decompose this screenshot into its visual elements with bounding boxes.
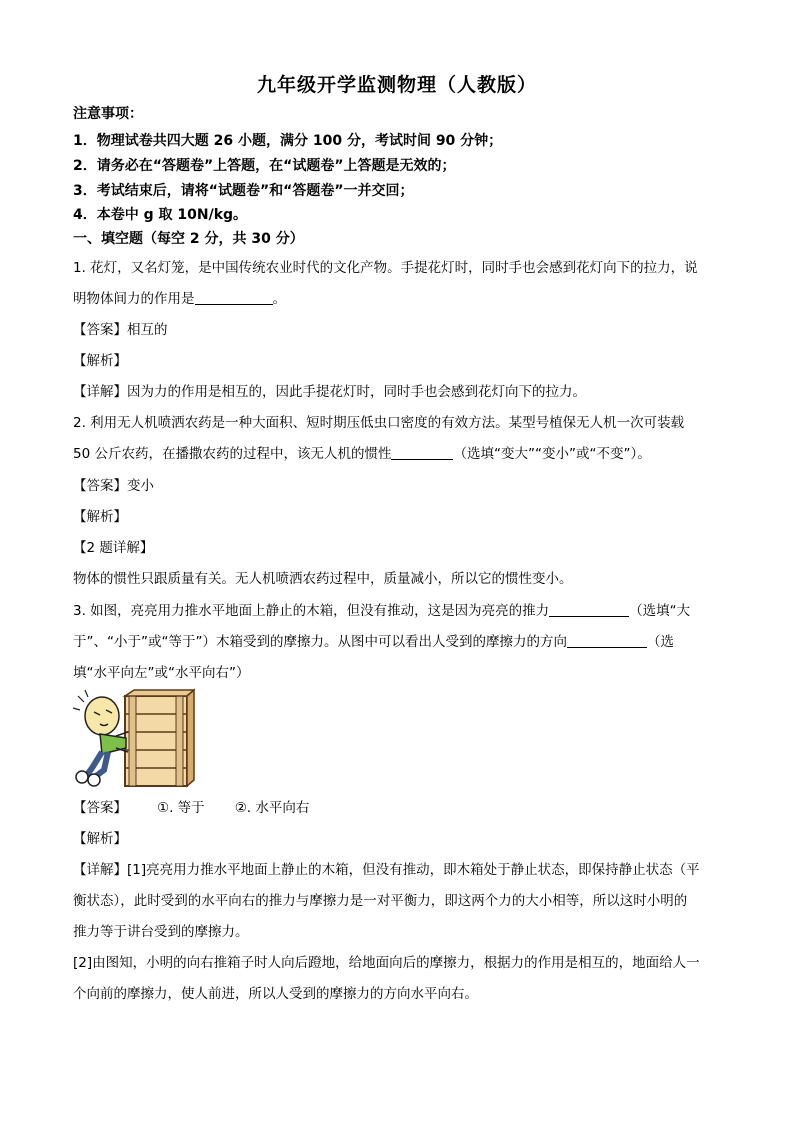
page-title: 九年级开学监测物理（人教版） xyxy=(256,74,537,96)
note-item-1: 1．物理试卷共四大题 26 小题，满分 100 分，考试时间 90 分钟； xyxy=(73,133,503,149)
detail-tag: 【详解】 xyxy=(73,862,127,878)
q3-detail1-line1: [1]亮亮用力推水平地面上静止的木箱，但没有推动，即木箱处于静止状态，即保持静止状态（平 xyxy=(127,862,700,878)
answer-tag: 【答案】 xyxy=(73,478,127,494)
q2-detail-heading: 【2 题详解】 xyxy=(73,540,154,556)
q3-text-line3: 填“水平向左”或“水平向右”） xyxy=(73,665,250,681)
q2-answer: 变小 xyxy=(127,478,154,494)
q3-detail1-line2: 衡状态），此时受到的水平向右的推力与摩擦力是一对平衡力，即这两个力的大小相等，所以这时小明的 xyxy=(73,893,688,909)
q3-answer-blank-1 xyxy=(549,602,629,617)
q3-answer-1: ①. 等于 xyxy=(157,800,205,816)
q1-answer-blank xyxy=(195,290,273,305)
q3-text-line1-after-blank: （选填“大 xyxy=(629,603,691,619)
q2-text-before-blank: 50 公斤农药，在播撒农药的过程中，该无人机的惯性 xyxy=(73,446,392,462)
q3-detail2-line2: 个向前的摩擦力，使人前进，所以人受到的摩擦力的方向水平向右。 xyxy=(73,986,478,1002)
boy-pushing-crate-figure xyxy=(70,688,195,788)
q2-answer-line xyxy=(73,476,723,496)
q1-text-line2 xyxy=(73,289,723,309)
q1-answer-line xyxy=(73,320,723,340)
q3-text-line2-before-blank: 于”、“小于”或“等于”）木箱受到的摩擦力。从图中可以看出人受到的摩擦力的方向 xyxy=(73,634,567,650)
q1-text-before-blank: 明物体间力的作用是 xyxy=(73,291,195,307)
answer-tag: 【答案】 xyxy=(73,322,127,338)
q1-analysis-tag: 【解析】 xyxy=(73,353,127,369)
section-heading: 一、填空题（每空 2 分，共 30 分） xyxy=(73,231,304,247)
q3-text-line2-after-blank: （选 xyxy=(646,634,674,650)
q2-analysis-tag: 【解析】 xyxy=(73,509,127,525)
note-item-4: 4．本卷中 g 取 10N/kg。 xyxy=(73,207,248,223)
q2-text-after-blank: （选填“变大”“变小”或“不变”）。 xyxy=(453,446,651,462)
detail-tag: 【详解】 xyxy=(73,384,127,400)
q1-detail: 因为力的作用是相互的，因此手提花灯时，同时手也会感到花灯向下的拉力。 xyxy=(127,384,586,400)
q2-answer-blank xyxy=(391,445,453,460)
q3-text-line1-before-blank: 3. 如图，亮亮用力推水平地面上静止的木箱，但没有推动，这是因为亮亮的推力 xyxy=(73,603,550,619)
boy-icon xyxy=(73,690,128,786)
q2-text-line1: 2. 利用无人机喷洒农药是一种大面积、短时期压低虫口密度的有效方法。某型号植保无人机一次可装载 xyxy=(73,415,685,431)
q1-text-after-blank: 。 xyxy=(272,291,286,307)
answer-tag: 【答案】 xyxy=(73,800,127,816)
q3-detail2-line1: [2]由图知，小明的向右推箱子时人向后蹬地，给地面向后的摩擦力，根据力的作用是相互的，地面给人一 xyxy=(73,955,700,971)
note-item-2: 2．请务必在“答题卷”上答题，在“试题卷”上答题是无效的； xyxy=(73,158,456,174)
q2-detail: 物体的惯性只跟质量有关。无人机喷洒农药过程中，质量减小，所以它的惯性变小。 xyxy=(73,571,573,587)
q1-answer: 相互的 xyxy=(127,322,168,338)
q3-detail-line1 xyxy=(73,860,723,880)
q3-analysis-tag: 【解析】 xyxy=(73,831,127,847)
q2-text-line2 xyxy=(73,444,723,464)
q1-text-line1: 1. 花灯，又名灯笼，是中国传统农业时代的文化产物。手提花灯时，同时手也会感到花灯向下的拉力，说 xyxy=(73,260,698,276)
q3-detail1-line3: 推力等于讲台受到的摩擦力。 xyxy=(73,924,249,940)
crate-icon xyxy=(125,690,194,786)
notes-heading: 注意事项： xyxy=(73,106,143,122)
q3-answer-blank-2 xyxy=(567,633,647,648)
q3-answer-line xyxy=(73,798,723,818)
q3-text-line1 xyxy=(73,601,723,621)
note-item-3: 3．考试结束后，请将“试题卷”和“答题卷”一并交回； xyxy=(73,183,414,199)
q3-text-line2 xyxy=(73,632,723,652)
q1-detail-line xyxy=(73,382,723,402)
q3-answer-2: ②. 水平向右 xyxy=(234,800,310,816)
